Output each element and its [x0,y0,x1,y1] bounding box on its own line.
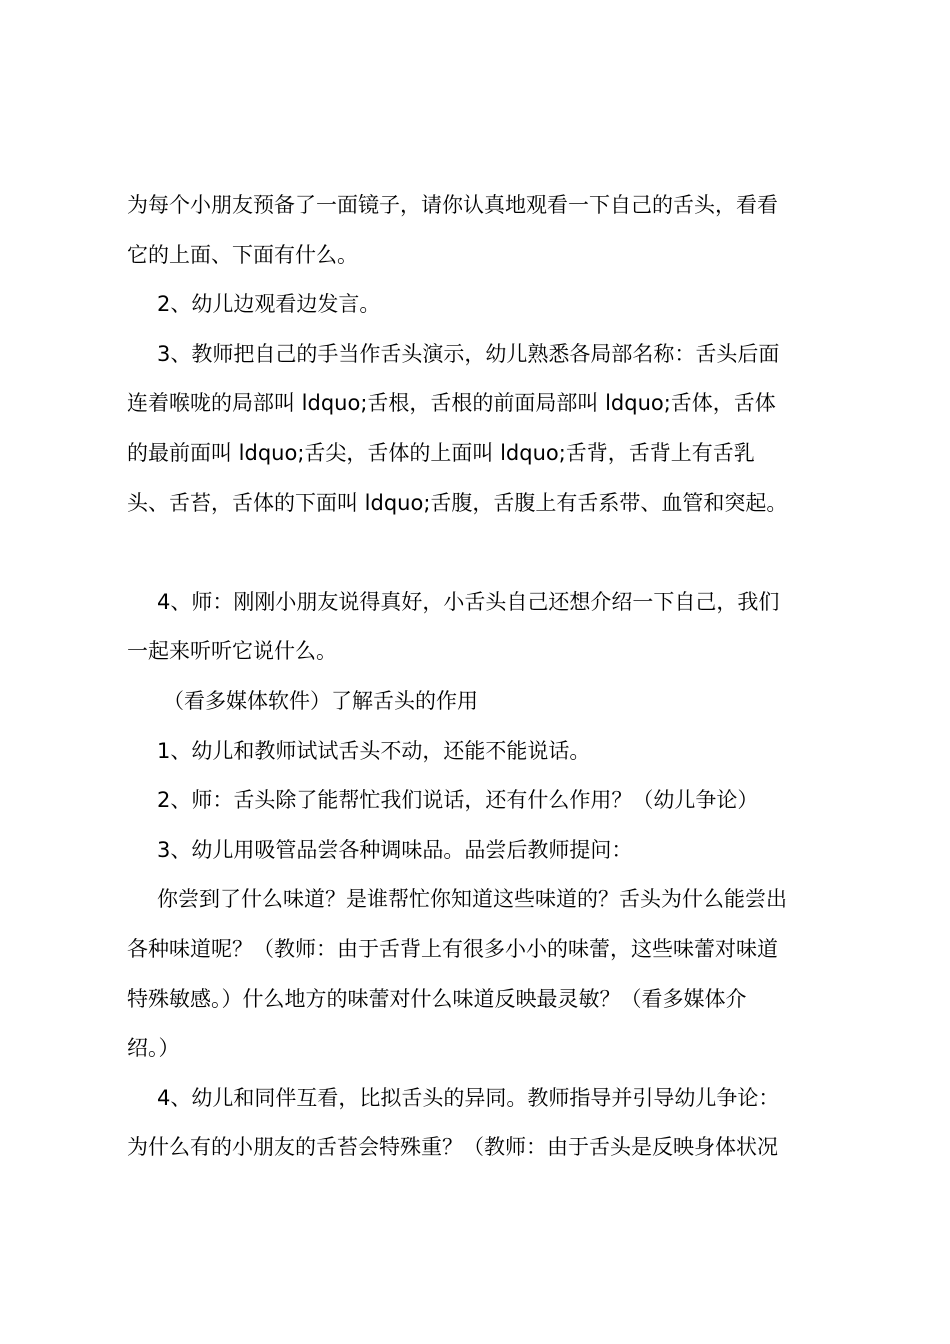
paragraph-taste-questions [127,875,833,1073]
paragraph-spacer [127,528,833,578]
text-line: 的最前面叫 ldquo;舌尖，舌体的上面叫 ldquo;舌背，舌背上有舌乳 [127,440,755,465]
text-line: 各种味道呢？（教师：由于舌背上有很多小小的味蕾，这些味蕾对味道 [127,936,778,961]
text-line: 为什么有的小朋友的舌苔会特殊重？（教师：由于舌头是反映身体状况 [127,1135,778,1160]
paragraph-step-4-listen [127,578,833,677]
text-line: 特殊敏感。）什么地方的味蕾对什么味道反映最灵敏？（看多媒体介 [127,986,747,1011]
paragraph-section-heading [127,677,833,727]
text-line: 3、幼儿用吸管品尝各种调味品。品尝后教师提问： [157,837,633,862]
text-line: 一起来听听它说什么。 [127,639,337,664]
text-line: 连着喉咙的局部叫 ldquo;舌根，舌根的前面局部叫 ldquo;舌体，舌体 [127,391,776,416]
paragraph-step-3-tongue-parts [127,330,833,528]
text-line: 它的上面、下面有什么。 [127,242,358,267]
text-line: 3、教师把自己的手当作舌头演示，幼儿熟悉各局部名称：舌头后面 [157,341,780,366]
paragraph-step-3-taste [127,826,833,876]
document-body [127,181,833,1173]
text-line: 4、幼儿和同伴互看，比拟舌头的异同。教师指导并引导幼儿争论： [157,1085,780,1110]
paragraph-mirror-intro [127,181,833,280]
text-line: 2、师：舌头除了能帮忙我们说话，还有什么作用？（幼儿争论） [157,788,759,813]
text-line: 绍。） [127,1036,180,1061]
section-heading: （看多媒体软件）了解舌头的作用 [163,688,478,713]
text-line: 1、幼儿和教师试试舌头不动，还能不能说话。 [157,738,591,763]
paragraph-step-2-discuss [127,776,833,826]
paragraph-step-4-compare [127,1074,833,1173]
paragraph-step-2-observe [127,280,833,330]
text-line: 头、舌苔，舌体的下面叫 ldquo;舌腹，舌腹上有舌系带、血管和突起。 [127,490,788,515]
text-line: 4、师：刚刚小朋友说得真好，小舌头自己还想介绍一下自己，我们 [157,589,780,614]
text-line: 为每个小朋友预备了一面镜子，请你认真地观看一下自己的舌头，看看 [127,193,778,217]
text-line: 你尝到了什么味道？是谁帮忙你知道这些味道的？舌头为什么能尝出 [157,887,787,912]
paragraph-step-1-speak [127,727,833,777]
text-line: 2、幼儿边观看边发言。 [157,292,381,317]
